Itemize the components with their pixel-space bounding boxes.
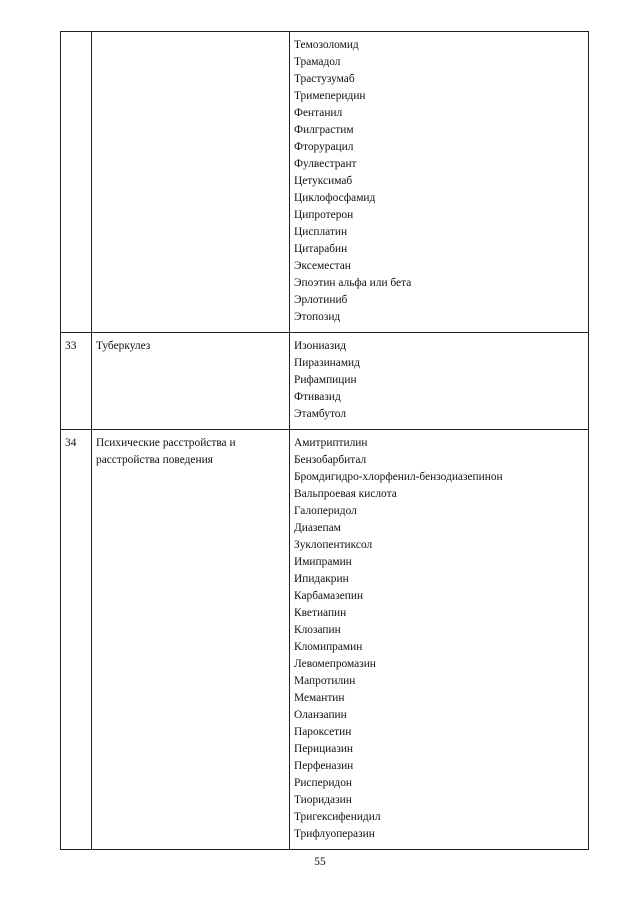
table-row bbox=[61, 333, 589, 430]
medication-name: Фторурацил bbox=[294, 141, 354, 153]
medication-name: Трастузумаб bbox=[294, 73, 355, 85]
medication-name: Темозоломид bbox=[294, 39, 359, 51]
medication-name: Эпоэтин альфа или бета bbox=[294, 277, 412, 289]
medication-name: Имипрамин bbox=[294, 556, 352, 568]
medication-name: Циклофосфамид bbox=[294, 192, 376, 204]
medication-name: Ипидакрин bbox=[294, 573, 349, 585]
row-number-cell bbox=[61, 32, 92, 333]
medication-name: Бромдигидро-хлорфенил-бензодиазепинон bbox=[294, 471, 503, 483]
medication-name: Эрлотиниб bbox=[294, 294, 348, 306]
medication-name: Изониазид bbox=[294, 340, 346, 352]
medication-name: Фентанил bbox=[294, 107, 343, 119]
medication-name: Рифампицин bbox=[294, 374, 357, 386]
medication-name: Зуклопентиксол bbox=[294, 539, 373, 551]
page-number: 55 bbox=[314, 856, 326, 868]
row-number-cell: 33 bbox=[61, 333, 92, 430]
medication-name: Галоперидол bbox=[294, 505, 357, 517]
medication-list-cell bbox=[290, 32, 589, 333]
medication-name: Фтивазид bbox=[294, 391, 341, 403]
row-number-cell: 34 bbox=[61, 430, 92, 850]
table-body bbox=[61, 32, 589, 850]
medication-name: Фулвестрант bbox=[294, 158, 357, 170]
medication-name: Тригексифенидил bbox=[294, 811, 381, 823]
medication-name: Этамбутол bbox=[294, 408, 347, 420]
medication-name: Тиоридазин bbox=[294, 794, 352, 806]
medication-name: Тримеперидин bbox=[294, 90, 366, 102]
table-row bbox=[61, 430, 589, 850]
condition-cell bbox=[92, 32, 290, 333]
medication-name: Мапротилин bbox=[294, 675, 356, 687]
medication-name: Оланзапин bbox=[294, 709, 347, 721]
medication-name: Мемантин bbox=[294, 692, 345, 704]
medication-name: Филграстим bbox=[294, 124, 354, 136]
medication-name: Бензобарбитал bbox=[294, 454, 367, 466]
medication-name: Пароксетин bbox=[294, 726, 352, 738]
medication-name: Левомепромазин bbox=[294, 658, 376, 670]
medication-name: Амитриптилин bbox=[294, 437, 368, 449]
medication-name: Цитарабин bbox=[294, 243, 348, 255]
medication-name: Кломипрамин bbox=[294, 641, 363, 653]
medication-name: Рисперидон bbox=[294, 777, 353, 789]
medication-name: Цисплатин bbox=[294, 226, 348, 238]
drug-list-table bbox=[60, 31, 589, 850]
medication-name: Трифлуоперазин bbox=[294, 828, 375, 840]
medication-name: Этопозид bbox=[294, 311, 341, 323]
medication-name: Вальпроевая кислота bbox=[294, 488, 397, 500]
medication-name: Цетуксимаб bbox=[294, 175, 353, 187]
medication-name: Кветиапин bbox=[294, 607, 347, 619]
medication-list-cell bbox=[290, 430, 589, 850]
medication-name: Пиразинамид bbox=[294, 357, 360, 369]
condition-cell: Психические расстройства и расстройства поведения bbox=[92, 430, 290, 850]
medication-name: Ципротерон bbox=[294, 209, 354, 221]
table-row bbox=[61, 32, 589, 333]
medication-name: Клозапин bbox=[294, 624, 341, 636]
medication-name: Диазепам bbox=[294, 522, 341, 534]
medication-list-cell bbox=[290, 333, 589, 430]
medication-name: Карбамазепин bbox=[294, 590, 364, 602]
medication-name: Эксеместан bbox=[294, 260, 351, 272]
medication-name: Перициазин bbox=[294, 743, 354, 755]
medication-name: Трамадол bbox=[294, 56, 341, 68]
condition-cell: Туберкулез bbox=[92, 333, 290, 430]
medication-name: Перфеназин bbox=[294, 760, 354, 772]
